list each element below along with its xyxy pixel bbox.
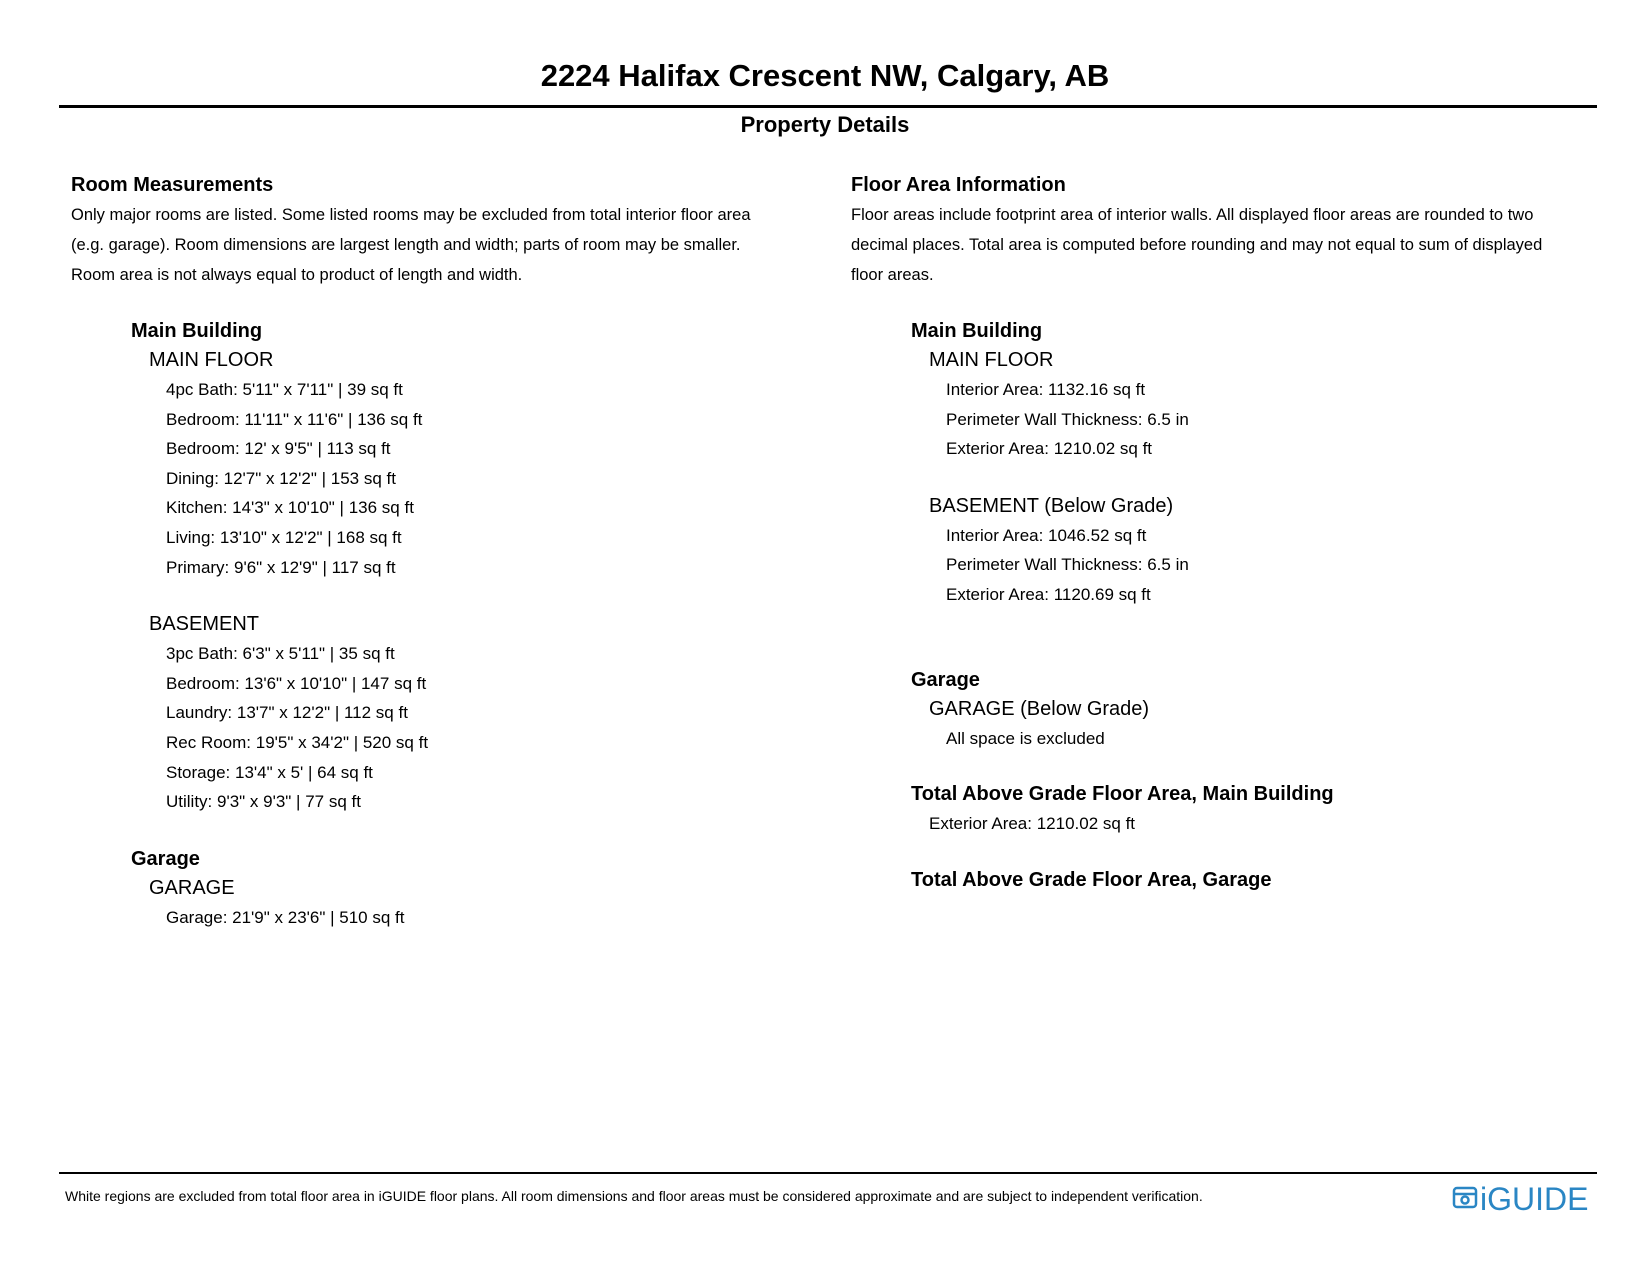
area-item: Exterior Area: 1120.69 sq ft [946, 584, 1151, 604]
total-main-building-heading: Total Above Grade Floor Area, Main Building [911, 783, 1334, 806]
area-item: Perimeter Wall Thickness: 6.5 in [946, 555, 1189, 575]
area-item: Exterior Area: 1210.02 sq ft [946, 439, 1153, 459]
room-item: Bedroom: 12' x 9'5" | 113 sq ft [166, 439, 391, 459]
room-measurements-note-line: Room area is not always equal to product of length and width. [71, 266, 523, 284]
garage-heading: Garage [131, 847, 200, 870]
floor-area-note-line: floor areas. [851, 266, 934, 284]
room-item: 4pc Bath: 5'11" x 7'11" | 39 sq ft [166, 380, 403, 399]
garage-floor-label: GARAGE (Below Grade) [929, 697, 1150, 720]
main-building-heading: Main Building [911, 320, 1043, 342]
garage-heading: Garage [911, 668, 980, 691]
garage-floor-label: GARAGE [149, 876, 235, 899]
room-item: Rec Room: 19'5" x 34'2" | 520 sq ft [166, 732, 429, 752]
basement-label: BASEMENT (Below Grade) [929, 494, 1174, 517]
room-measurements-heading: Room Measurements [71, 174, 274, 196]
room-item: Kitchen: 14'3" x 10'10" | 136 sq ft [166, 498, 414, 518]
room-item: Storage: 13'4" x 5' | 64 sq ft [166, 762, 373, 782]
floor-area-note-line: Floor areas include footprint area of interior walls. All displayed floor areas are rounded to two [851, 206, 1534, 224]
room-measurements-note-line: Only major rooms are listed. Some listed rooms may be excluded from total interior floor area [71, 206, 751, 224]
iguide-logo [1452, 1183, 1588, 1215]
room-item: Utility: 9'3" x 9'3" | 77 sq ft [166, 792, 361, 812]
room-item: Living: 13'10" x 12'2" | 168 sq ft [166, 527, 402, 547]
room-item: Bedroom: 11'11" x 11'6" | 136 sq ft [166, 409, 423, 429]
property-address-title: 2224 Halifax Crescent NW, Calgary, AB [540, 58, 1110, 93]
room-measurements-note-line: (e.g. garage). Room dimensions are largest length and width; parts of room may be smaller. [71, 236, 741, 254]
footer-disclaimer: White regions are excluded from total floor area in iGUIDE floor plans. All room dimensions and floor areas must be considered approximate and are subject to independent verification. [65, 1188, 1203, 1204]
basement-label: BASEMENT [149, 613, 260, 636]
header-divider [59, 105, 1597, 108]
floor-area-note-line: decimal places. Total area is computed before rounding and may not equal to sum of displayed [851, 236, 1543, 254]
page-subtitle: Property Details [740, 112, 910, 137]
room-item: Garage: 21'9" x 23'6" | 510 sq ft [166, 907, 405, 927]
main-building-heading: Main Building [131, 320, 263, 342]
iguide-wordmark: iGUIDE [1480, 1181, 1589, 1217]
room-item: Laundry: 13'7" x 12'2" | 112 sq ft [166, 703, 408, 723]
main-floor-label: MAIN FLOOR [929, 349, 1054, 371]
area-item: Perimeter Wall Thickness: 6.5 in [946, 409, 1189, 429]
footer-divider [59, 1172, 1597, 1174]
main-floor-label: MAIN FLOOR [149, 349, 274, 371]
area-item: Interior Area: 1132.16 sq ft [946, 380, 1146, 399]
floor-area-section [851, 170, 1611, 895]
area-item: All space is excluded [946, 728, 1105, 748]
iguide-camera-icon [1452, 1184, 1478, 1215]
floor-area-heading: Floor Area Information [851, 174, 1066, 196]
area-item: Interior Area: 1046.52 sq ft [946, 525, 1147, 545]
room-item: Bedroom: 13'6" x 10'10" | 147 sq ft [166, 673, 427, 693]
room-item: 3pc Bath: 6'3" x 5'11" | 35 sq ft [166, 644, 395, 664]
room-item: Primary: 9'6" x 12'9" | 117 sq ft [166, 557, 396, 577]
room-measurements-section [71, 170, 816, 932]
room-item: Dining: 12'7" x 12'2" | 153 sq ft [166, 468, 396, 488]
total-garage-heading: Total Above Grade Floor Area, Garage [911, 868, 1272, 891]
total-main-building-area: Exterior Area: 1210.02 sq ft [929, 814, 1136, 834]
